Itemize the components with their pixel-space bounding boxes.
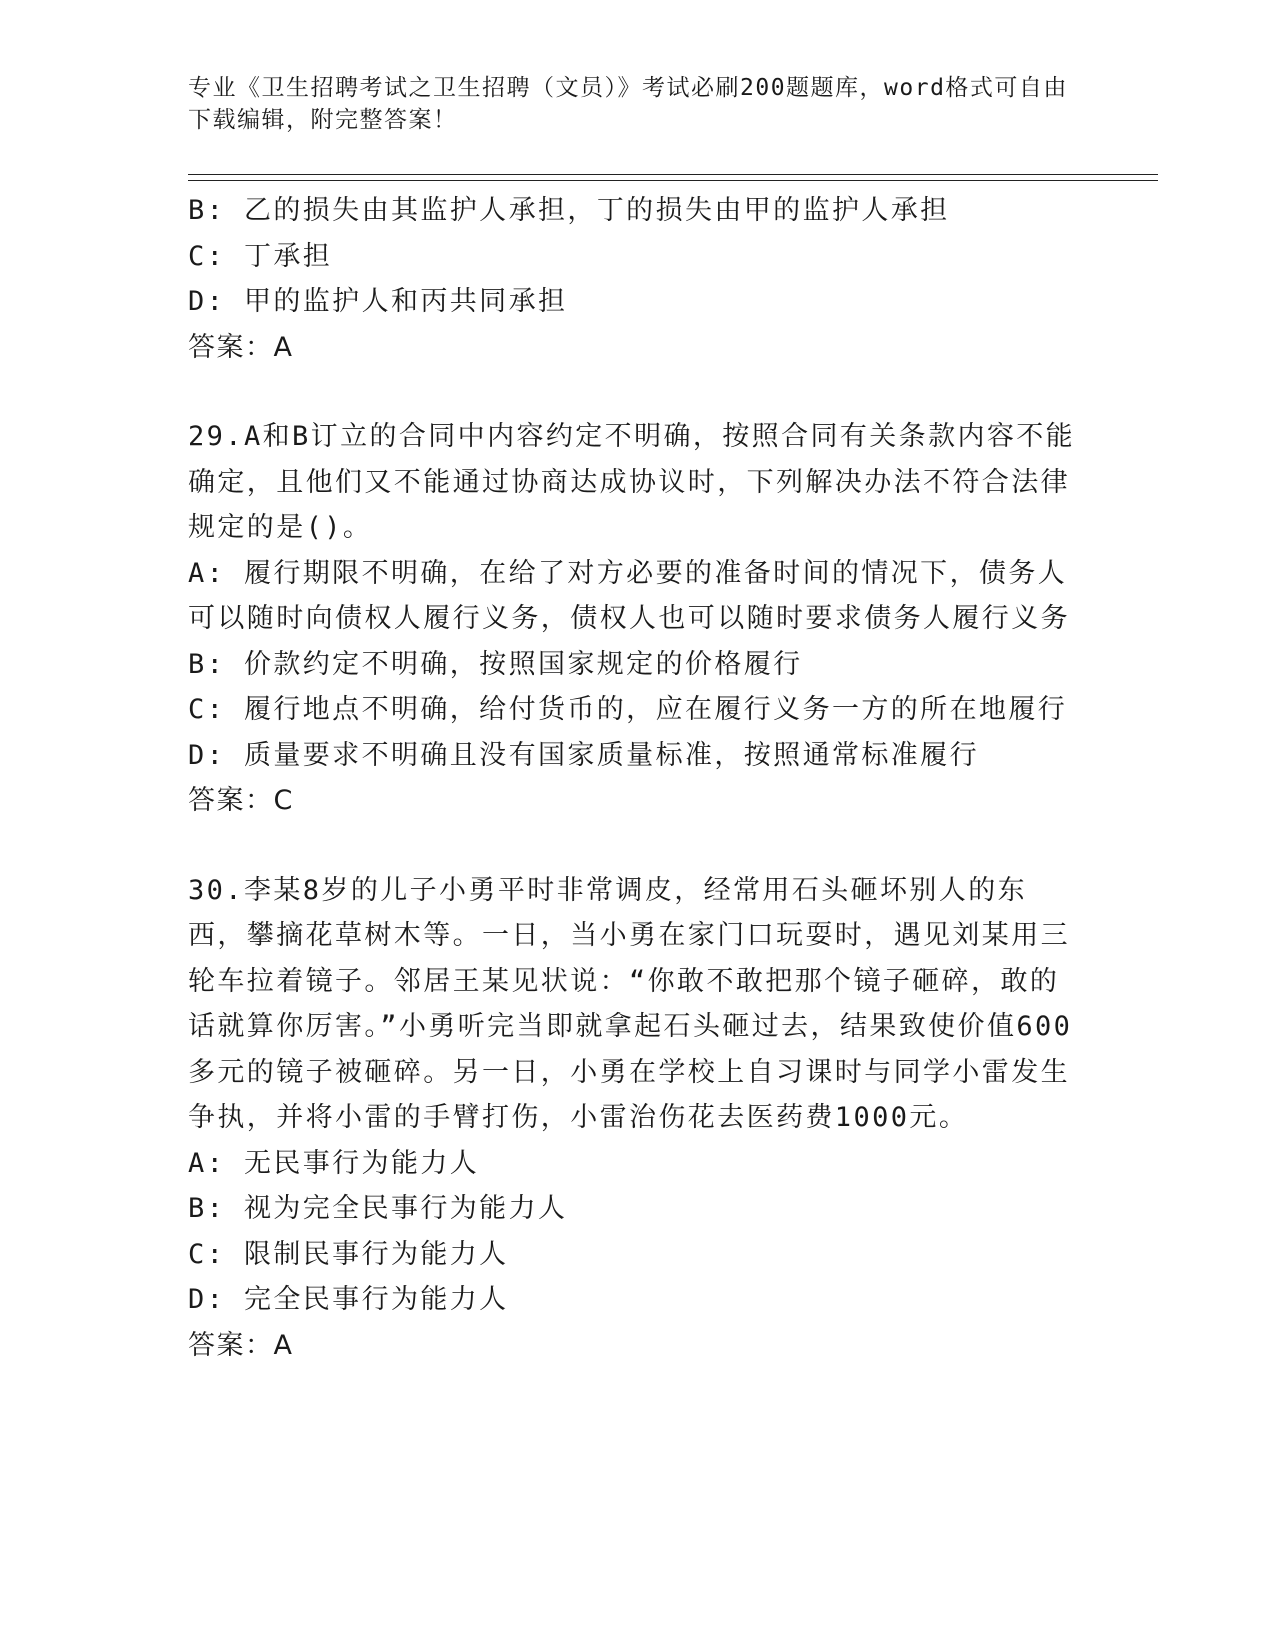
header-divider: [188, 174, 1158, 175]
option-c: C: 丁承担: [188, 240, 333, 272]
option-b: B: 视为完全民事行为能力人: [188, 1193, 568, 1224]
question-stem: 30.李某8岁的儿子小勇平时非常调皮，经常用石头砸坏别人的东西，攀摘花草树木等。一日，当小勇在家门口玩耍时，遇见刘某用三轮车拉着镜子。邻居王某见状说：“你敢不敢把那个镜子砸碎，敢的话就算你厉害。”小勇听完当即就拿起石头砸过去，结果致使价值600多元的镜子被砸碎。另一日，小勇在学校上自习课时与同学小雷发生争执，并将小雷的手臂打伤，小雷治伤花去医药费1000元。: [188, 874, 1073, 1133]
option-d: D: 甲的监护人和丙共同承担: [188, 286, 568, 317]
option-b: B: 乙的损失由其监护人承担，丁的损失由甲的监护人承担: [188, 195, 950, 226]
answer-label: 答案：A: [188, 331, 294, 363]
spacer: [188, 824, 1078, 868]
option-c: C: 限制民事行为能力人: [188, 1238, 509, 1270]
option-a: A: 无民事行为能力人: [188, 1147, 480, 1179]
option-c: C: 履行地点不明确，给付货币的，应在履行义务一方的所在地履行: [188, 694, 1068, 725]
option-a: A: 履行期限不明确，在给了对方必要的准备时间的情况下，债务人可以随时向债权人履行义务，债权人也可以随时要求债务人履行义务: [188, 557, 1070, 634]
header-divider: [188, 180, 1158, 181]
previous-question-block: [188, 188, 1078, 370]
answer-label: 答案：C: [188, 785, 294, 816]
question-content: [188, 188, 1078, 1368]
spacer: [188, 370, 1078, 414]
option-d: D: 质量要求不明确且没有国家质量标准，按照通常标准履行: [188, 739, 979, 771]
page-header: 专业《卫生招聘考试之卫生招聘（文员）》考试必刷200题题库，word格式可自由下载编辑，附完整答案！: [188, 75, 1068, 133]
question-stem: 29.A和B订立的合同中内容约定不明确，按照合同有关条款内容不能确定，且他们又不能通过协商达成协议时，下列解决办法不符合法律规定的是()。: [188, 421, 1076, 543]
option-d: D: 完全民事行为能力人: [188, 1284, 509, 1315]
option-b: B: 价款约定不明确，按照国家规定的价格履行: [188, 648, 803, 680]
question-29-block: [188, 414, 1078, 824]
answer-label: 答案：A: [188, 1329, 294, 1361]
question-30-block: [188, 868, 1078, 1369]
